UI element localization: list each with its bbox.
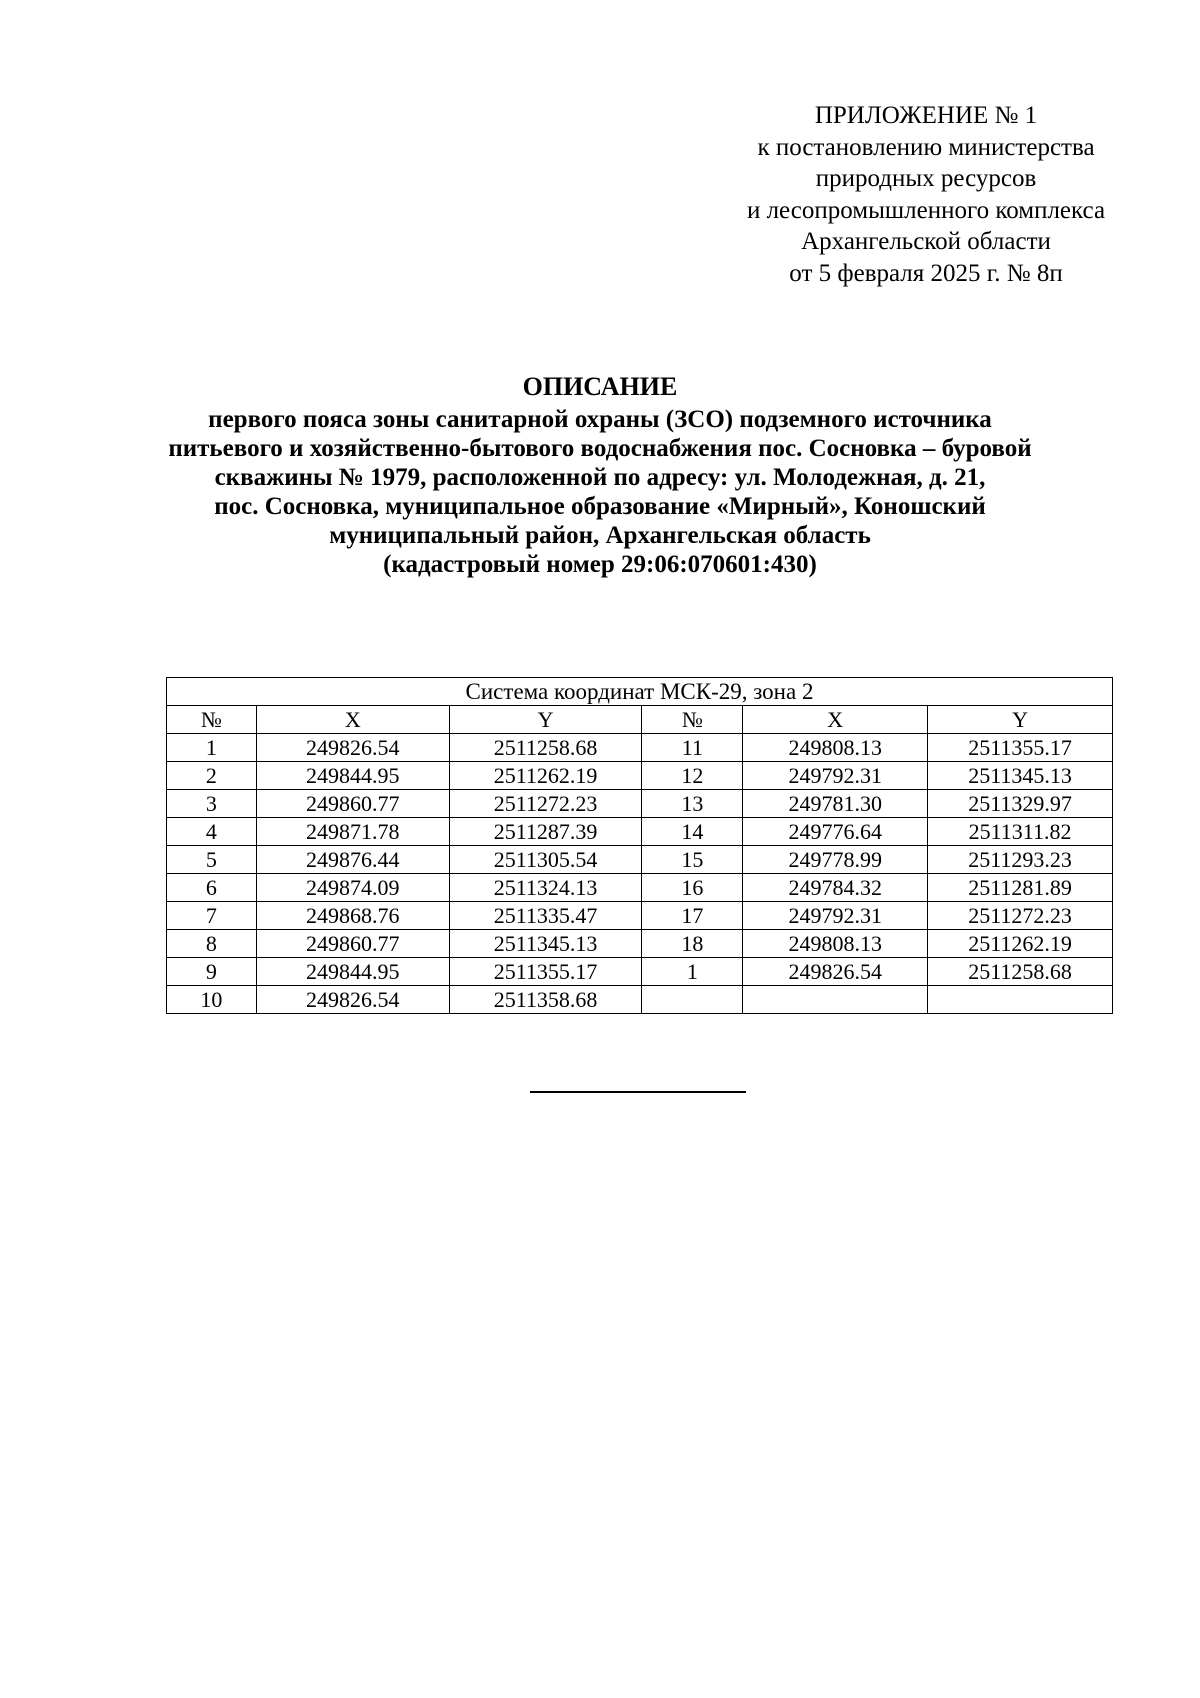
column-header: X xyxy=(256,706,449,734)
table-cell: 249792.31 xyxy=(743,902,928,930)
table-cell: 2511293.23 xyxy=(928,846,1113,874)
separator-line xyxy=(530,1091,746,1093)
table-row xyxy=(167,986,1113,1014)
table-cell: 2511272.23 xyxy=(928,902,1113,930)
table-cell: 2511258.68 xyxy=(928,958,1113,986)
column-header: № xyxy=(642,706,743,734)
table-cell: 249868.76 xyxy=(256,902,449,930)
table-cell: 2511335.47 xyxy=(449,902,642,930)
table-cell: 249778.99 xyxy=(743,846,928,874)
table-row xyxy=(167,902,1113,930)
table-cell: 2511355.17 xyxy=(928,734,1113,762)
table-cell: 249876.44 xyxy=(256,846,449,874)
table-cell: 249781.30 xyxy=(743,790,928,818)
table-row xyxy=(167,762,1113,790)
table-cell: 2511355.17 xyxy=(449,958,642,986)
table-caption-row xyxy=(167,678,1113,706)
table-cell: 5 xyxy=(167,846,257,874)
table-cell: 2511358.68 xyxy=(449,986,642,1014)
table-cell: 249871.78 xyxy=(256,818,449,846)
table-cell: 9 xyxy=(167,958,257,986)
title-line: пос. Сосновка, муниципальное образование «Мирный», Коношский xyxy=(214,493,986,520)
table-cell: 12 xyxy=(642,762,743,790)
table-cell: 249860.77 xyxy=(256,930,449,958)
table-cell: 6 xyxy=(167,874,257,902)
table-cell: 2511262.19 xyxy=(449,762,642,790)
table-row xyxy=(167,790,1113,818)
table-cell: 2 xyxy=(167,762,257,790)
table-cell: 17 xyxy=(642,902,743,930)
table-cell xyxy=(642,986,743,1014)
table-cell: 1 xyxy=(167,734,257,762)
title-heading: ОПИСАНИЕ xyxy=(522,372,678,401)
table-cell: 249844.95 xyxy=(256,762,449,790)
appendix-line: природных ресурсов xyxy=(815,165,1037,192)
table-cell: 16 xyxy=(642,874,743,902)
table-cell: 11 xyxy=(642,734,743,762)
table-cell: 3 xyxy=(167,790,257,818)
table-cell: 18 xyxy=(642,930,743,958)
table-cell xyxy=(743,986,928,1014)
appendix-line: от 5 февраля 2025 г. № 8п xyxy=(789,259,1063,287)
coordinates-table xyxy=(166,677,1113,1014)
table-row xyxy=(167,846,1113,874)
title-line: питьевого и хозяйственно-бытового водоснабжения пос. Сосновка – буровой xyxy=(168,435,1032,462)
document-title xyxy=(100,372,1100,579)
table-cell: 2511262.19 xyxy=(928,930,1113,958)
table-row xyxy=(167,958,1113,986)
table-cell: 8 xyxy=(167,930,257,958)
table-cell: 249776.64 xyxy=(743,818,928,846)
table-cell: 10 xyxy=(167,986,257,1014)
column-header: Y xyxy=(928,706,1113,734)
table-cell: 7 xyxy=(167,902,257,930)
table-row xyxy=(167,930,1113,958)
appendix-header xyxy=(716,100,1136,289)
table-cell: 249808.13 xyxy=(743,930,928,958)
table-cell: 249874.09 xyxy=(256,874,449,902)
table-cell: 249826.54 xyxy=(743,958,928,986)
table-cell: 249844.95 xyxy=(256,958,449,986)
appendix-line: к постановлению министерства xyxy=(757,133,1095,161)
title-line: (кадастровый номер 29:06:070601:430) xyxy=(383,551,817,578)
table-caption: Система координат МСК-29, зона 2 xyxy=(167,678,1113,706)
table-cell: 2511272.23 xyxy=(449,790,642,818)
table-cell: 249784.32 xyxy=(743,874,928,902)
table-cell: 249808.13 xyxy=(743,734,928,762)
table-cell: 4 xyxy=(167,818,257,846)
table-row xyxy=(167,818,1113,846)
appendix-line: Архангельской области xyxy=(801,228,1051,255)
table-cell: 249860.77 xyxy=(256,790,449,818)
table-row xyxy=(167,734,1113,762)
table-header-row xyxy=(167,706,1113,734)
appendix-line: и лесопромышленного комплекса xyxy=(746,196,1106,224)
table-cell: 13 xyxy=(642,790,743,818)
title-line: первого пояса зоны санитарной охраны (ЗСО) подземного источника xyxy=(208,406,992,433)
table-cell: 249792.31 xyxy=(743,762,928,790)
table-cell: 14 xyxy=(642,818,743,846)
table-row xyxy=(167,874,1113,902)
table-cell: 2511345.13 xyxy=(449,930,642,958)
table-cell xyxy=(928,986,1113,1014)
table-cell: 2511305.54 xyxy=(449,846,642,874)
appendix-line: ПРИЛОЖЕНИЕ № 1 xyxy=(814,102,1038,129)
table-cell: 249826.54 xyxy=(256,734,449,762)
table-cell: 2511281.89 xyxy=(928,874,1113,902)
table-cell: 2511329.97 xyxy=(928,790,1113,818)
column-header: X xyxy=(743,706,928,734)
title-line: скважины № 1979, расположенной по адресу: ул. Молодежная, д. 21, xyxy=(214,464,986,491)
table-cell: 249826.54 xyxy=(256,986,449,1014)
table-cell: 1 xyxy=(642,958,743,986)
column-header: Y xyxy=(449,706,642,734)
table-cell: 2511324.13 xyxy=(449,874,642,902)
table-cell: 2511311.82 xyxy=(928,818,1113,846)
table-cell: 2511287.39 xyxy=(449,818,642,846)
table-cell: 2511345.13 xyxy=(928,762,1113,790)
table-cell: 2511258.68 xyxy=(449,734,642,762)
column-header: № xyxy=(167,706,257,734)
table-cell: 15 xyxy=(642,846,743,874)
title-line: муниципальный район, Архангельская область xyxy=(329,522,871,549)
